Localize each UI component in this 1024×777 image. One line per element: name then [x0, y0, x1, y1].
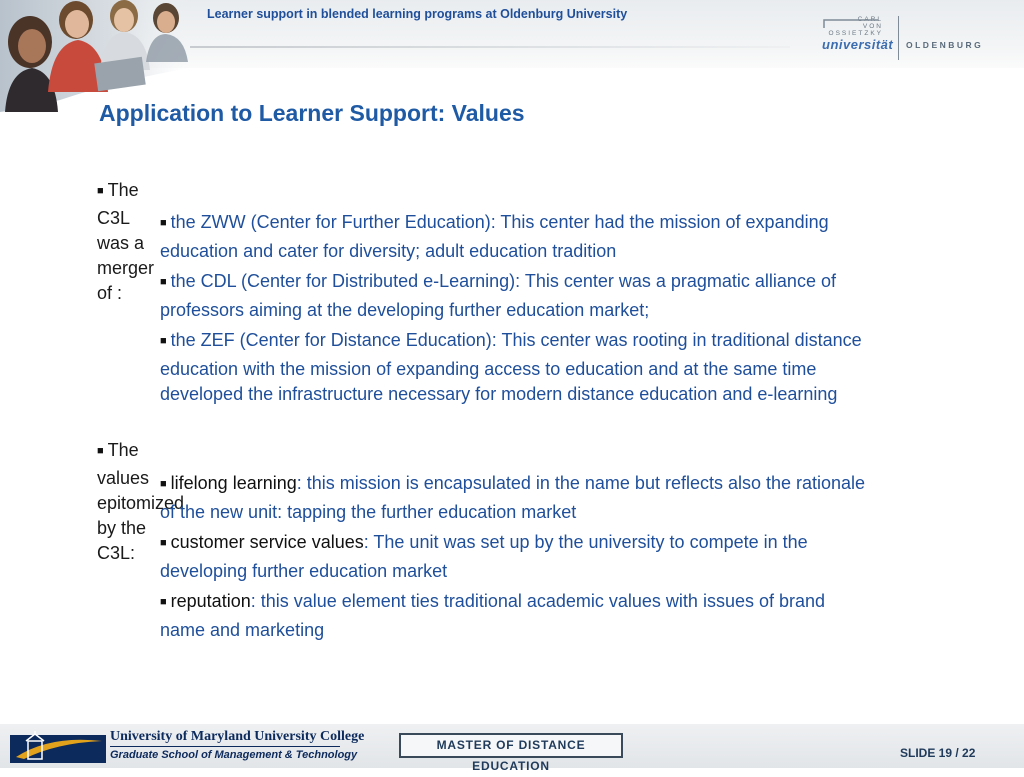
- bullet-square-icon: ■: [160, 217, 167, 229]
- bullet-square-icon: ■: [97, 445, 104, 457]
- bullet-square-icon: ■: [160, 478, 167, 490]
- bullet-level2: [160, 530, 875, 584]
- bullet-level2: [160, 589, 875, 643]
- bullet-text: the CDL (Center for Distributed e-Learning): This center was a pragmatic alliance of professors aiming at the developing further education market;: [160, 271, 836, 320]
- bullet-text: : this mission is encapsulated in the name but reflects also the rationale of the new unit: tapping the further education market: [160, 473, 866, 522]
- bullet-square-icon: ■: [160, 276, 167, 288]
- umuc-name: University of Maryland University College: [110, 729, 365, 744]
- bullet-text: the ZEF (Center for Distance Education): This center was rooting in traditional distance education with the mission of expanding access to education and at the same time developed the infrastructure necessary for modern distance education and e-learning: [160, 330, 862, 404]
- bullet-square-icon: ■: [160, 537, 167, 549]
- logo-line-ossietzky: OSSIETZKY: [828, 30, 883, 37]
- logo-universitat: universität: [822, 37, 894, 52]
- bullet-term: reputation: [170, 591, 251, 611]
- bullet-text: : The unit was set up by the university to compete in the developing further education market: [160, 532, 808, 581]
- bullet-level2: [160, 471, 875, 525]
- logo-line-carl: CARL: [857, 16, 883, 23]
- bullet-square-icon: ■: [160, 596, 167, 608]
- bullet-term: customer service values: [170, 532, 364, 552]
- header-photo: [0, 0, 190, 112]
- header-title: Learner support in blended learning programs at Oldenburg University: [207, 7, 628, 21]
- program-badge: MASTER OF DISTANCE EDUCATION: [399, 733, 623, 758]
- slide-number: SLIDE 19 / 22: [900, 746, 976, 760]
- bullet-level1: [97, 178, 154, 306]
- logo-oldenburg: OLDENBURG: [906, 40, 984, 50]
- bullet-text: the ZWW (Center for Further Education): This center had the mission of expanding education and cater for diversity; adult education tradition: [160, 212, 829, 261]
- bullet-text: The values epitomized by the C3L:: [97, 440, 185, 563]
- bullet-square-icon: ■: [97, 185, 104, 197]
- bullet-text: The C3L was a merger of :: [97, 180, 155, 303]
- university-logo: [818, 14, 988, 62]
- bullet-square-icon: ■: [160, 335, 167, 347]
- bullet-level2: [160, 210, 875, 264]
- logo-arc-icon: [822, 16, 882, 30]
- header-divider: [190, 46, 790, 48]
- umuc-school: Graduate School of Management & Technology: [110, 749, 358, 761]
- umuc-divider: [110, 746, 340, 747]
- umuc-emblem-icon: [10, 731, 106, 763]
- bullet-level2: [160, 269, 875, 323]
- logo-line-von: VON: [862, 23, 883, 30]
- logo-divider: [898, 16, 899, 60]
- bullet-term: lifelong learning: [170, 473, 297, 493]
- bullet-level2: [160, 328, 875, 408]
- slide-title: Application to Learner Support: Values: [99, 100, 525, 126]
- bullet-text: : this value element ties traditional academic values with issues of brand name and marketing: [160, 591, 826, 640]
